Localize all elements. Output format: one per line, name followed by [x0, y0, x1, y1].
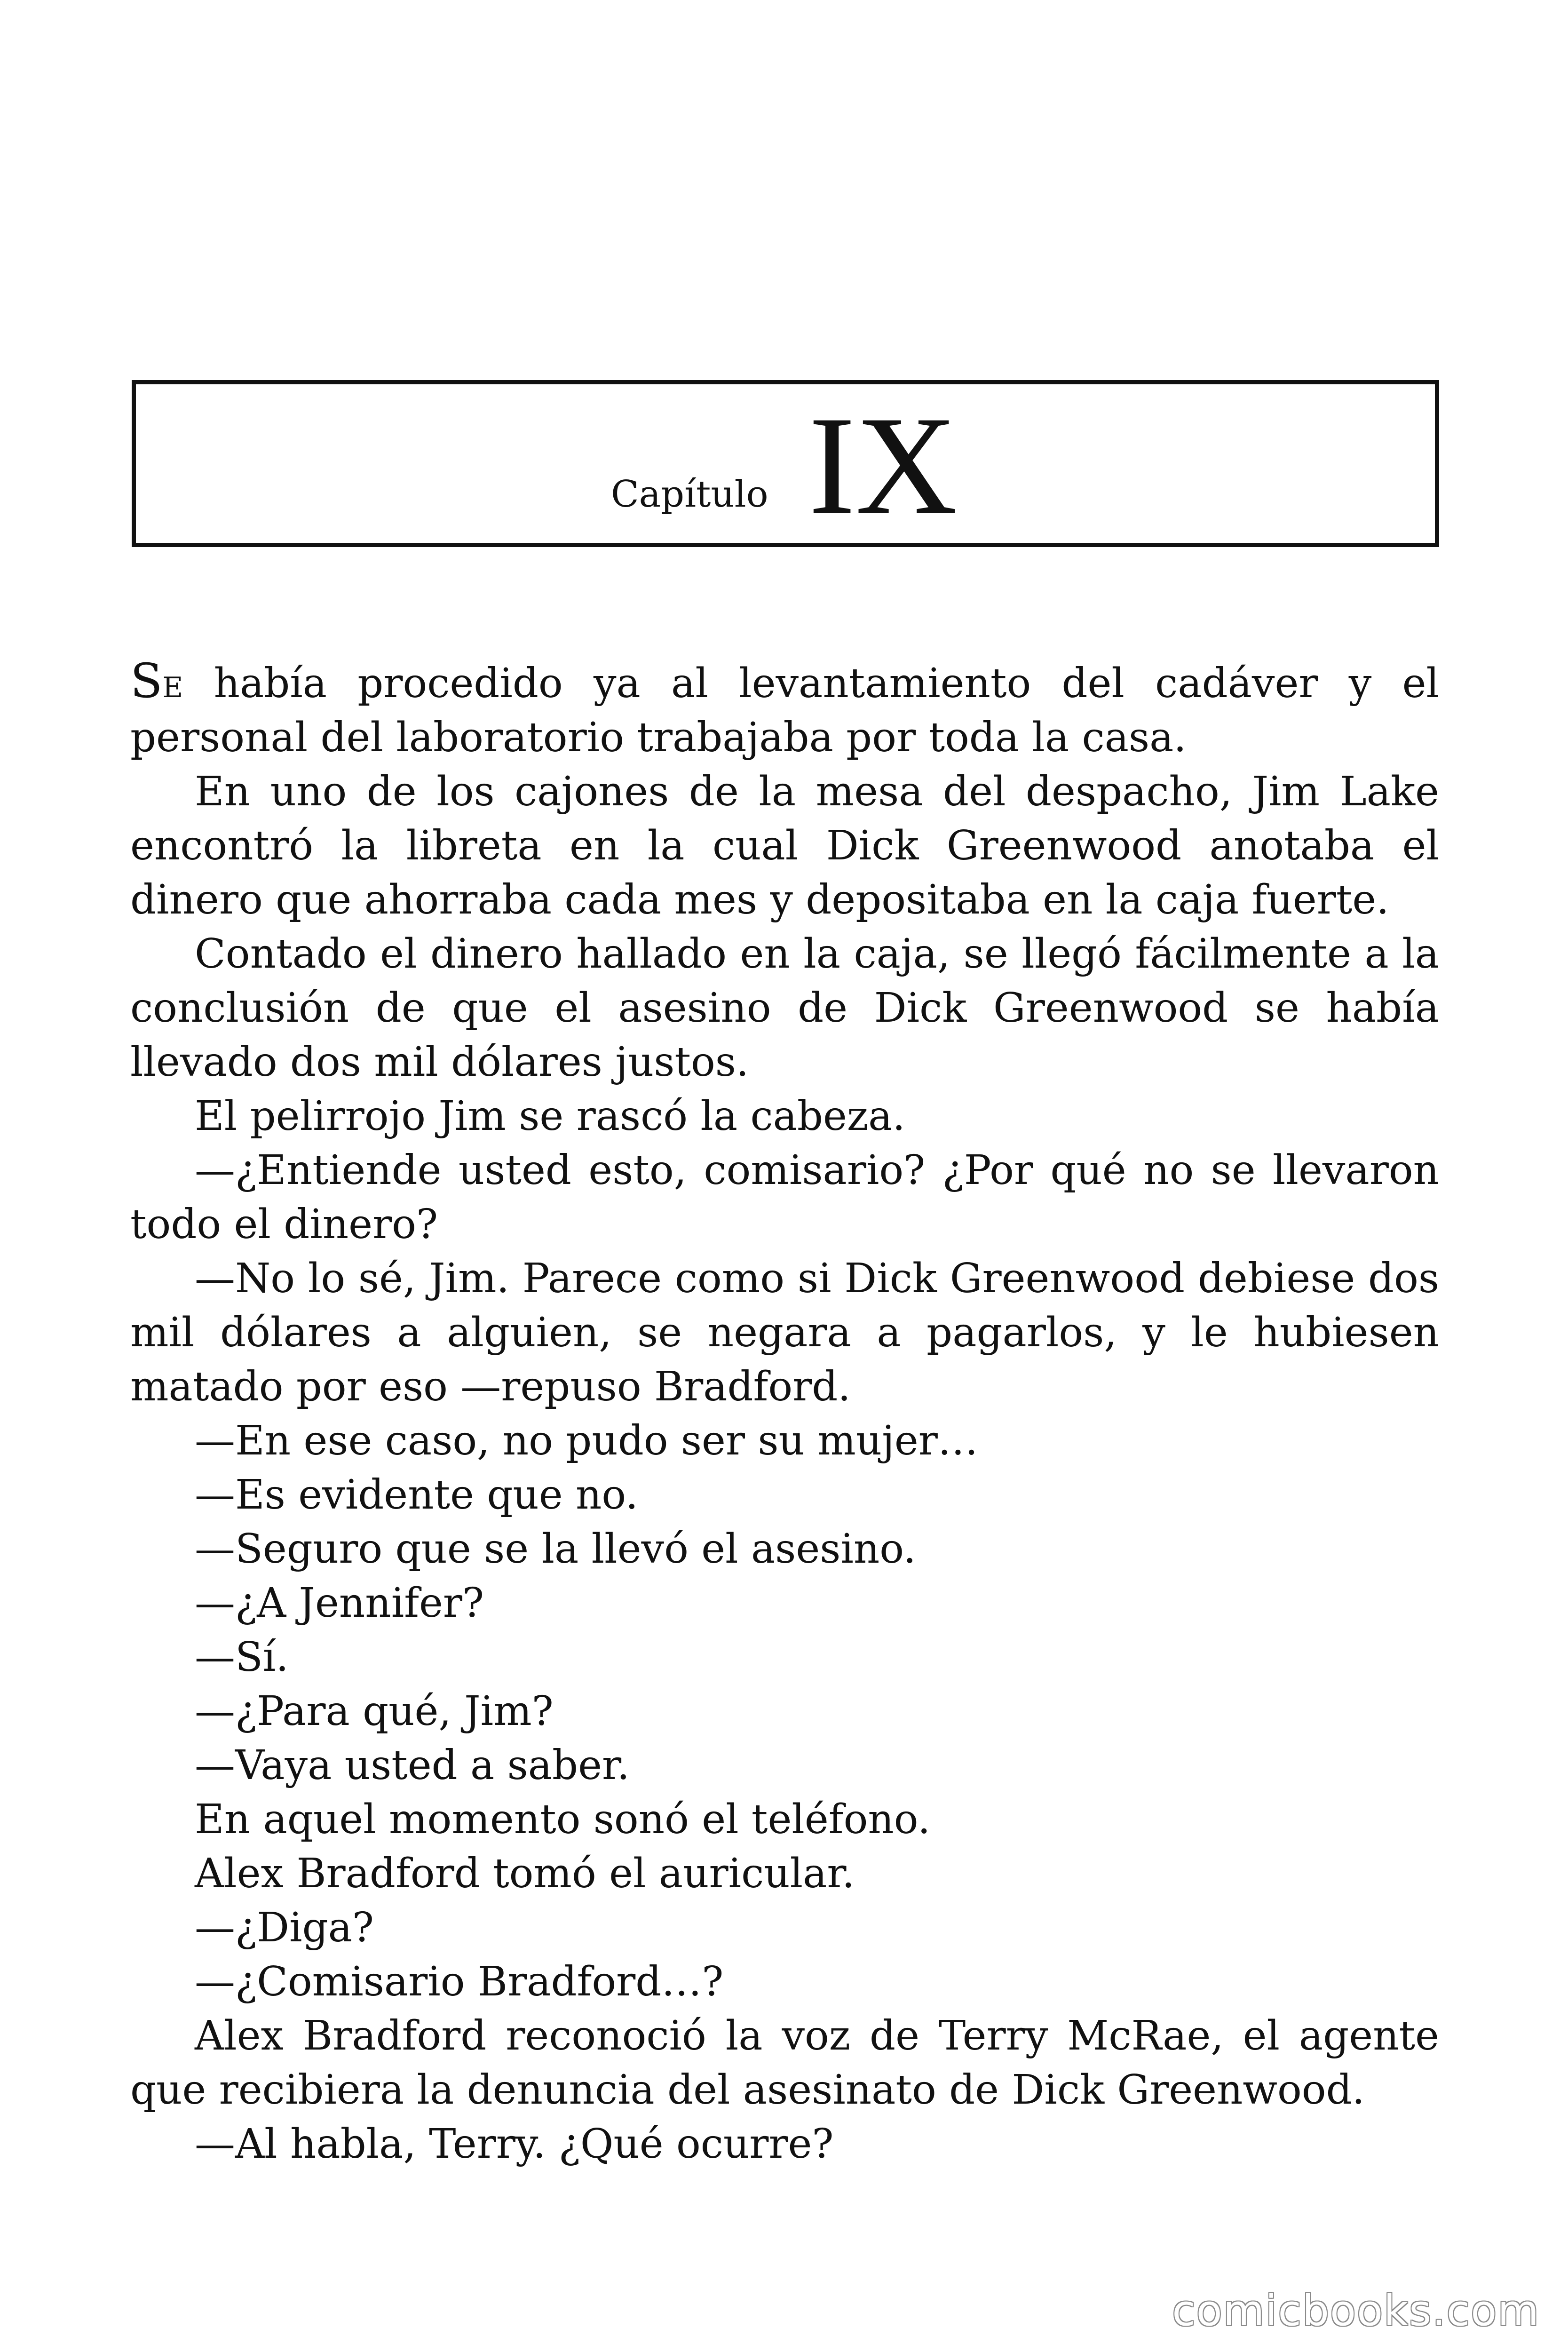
paragraph: Contado el dinero hallado en la caja, se llegó fácilmente a la conclusión de que el asesino de Dick Greenwood se había llevado dos mil dólares justos. [130, 930, 1439, 1086]
dialogue-line: —¿Diga? [195, 1904, 374, 1951]
dialogue-line: —¿Entiende usted esto, comisario? ¿Por qué no se llevaron todo el dinero? [130, 1147, 1439, 1248]
dialogue-line: —Al habla, Terry. ¿Qué ocurre? [195, 2121, 834, 2168]
dialogue-line: —Es evidente que no. [195, 1471, 639, 1518]
paragraph: Alex Bradford tomó el auricular. [195, 1850, 855, 1897]
paragraph: En aquel momento sonó el teléfono. [195, 1796, 931, 1843]
opening-text: había procedido ya al levantamiento del cadáver y el personal del laboratorio trabajaba por toda la casa. [130, 660, 1439, 761]
chapter-heading-box [132, 380, 1439, 547]
watermark-text: comicbooks.com [1172, 2286, 1540, 2336]
paragraph: Alex Bradford reconoció la voz de Terry McRae, el agente que recibiera la denuncia del asesinato de Dick Greenwood. [130, 2012, 1439, 2114]
dialogue-line: —No lo sé, Jim. Parece como si Dick Greenwood debiese dos mil dólares a alguien, se negara a pagarlos, y le hubiesen matado por eso —repuso Bradford. [130, 1255, 1439, 1410]
dialogue-line: —En ese caso, no pudo ser su mujer… [195, 1417, 978, 1464]
chapter-label: Capítulo [611, 473, 768, 516]
chapter-text [130, 654, 1439, 2171]
dialogue-line: —Seguro que se la llevó el asesino. [195, 1526, 916, 1573]
initial-smallcaps: e [162, 660, 183, 707]
dialogue-line: —Vaya usted a saber. [195, 1742, 630, 1789]
dialogue-line: —Sí. [195, 1634, 289, 1681]
paragraph: En uno de los cajones de la mesa del despacho, Jim Lake encontró la libreta en la cual Dick Greenwood anotaba el dinero que ahorraba cada mes y depositaba en la caja fuerte. [130, 768, 1439, 923]
chapter-number: IX [808, 387, 958, 543]
initial-letter: S [130, 653, 163, 708]
dialogue-line: —¿Comisario Bradford…? [195, 1958, 724, 2005]
paragraph-opening [130, 654, 1439, 765]
dialogue-line: —¿Para qué, Jim? [195, 1688, 554, 1735]
dialogue-line: —¿A Jennifer? [195, 1580, 484, 1627]
paragraph: El pelirrojo Jim se rascó la cabeza. [195, 1093, 905, 1140]
